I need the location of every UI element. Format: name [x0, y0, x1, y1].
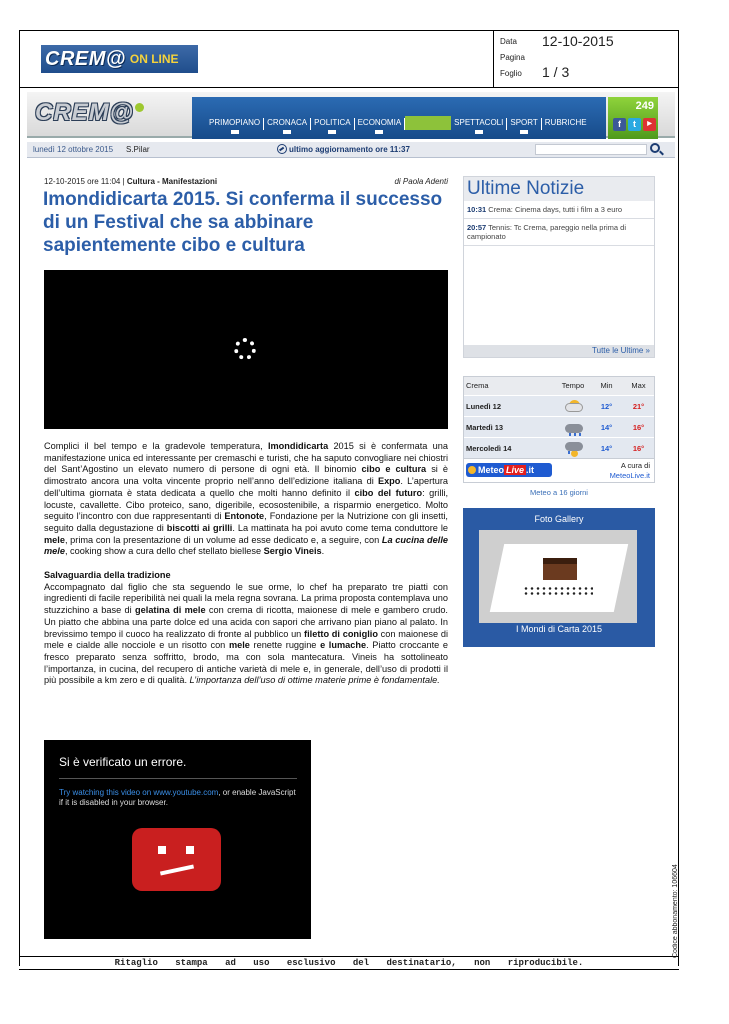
news-item[interactable]: 20:57 Tennis: Tc Crema, pareggio nella prima di campionato — [464, 219, 654, 246]
current-date: lunedì 12 ottobre 2015 — [33, 145, 114, 154]
gallery-title: Foto Gallery — [534, 514, 584, 524]
video-error-message: Si è verificato un errore. — [59, 755, 187, 769]
social-box — [608, 97, 658, 139]
youtube-link[interactable]: Try watching this video on www.youtube.com — [59, 788, 219, 797]
weather-header: Crema Tempo Min Max — [464, 377, 654, 395]
article-author: di Paola Adenti — [394, 177, 448, 186]
youtube-error-icon — [132, 828, 221, 891]
nav-tick — [231, 130, 239, 134]
weather-widget — [463, 376, 655, 483]
video-error-hint: Try watching this video on www.youtube.com, or enable JavaScript if it is disabled in your browser. — [59, 788, 296, 807]
facebook-icon[interactable]: f — [613, 118, 626, 131]
last-update: ultimo aggiornamento ore 11:37 — [277, 142, 410, 158]
nav-tick — [475, 130, 483, 134]
nav-item-spettacoli[interactable]: SPETTACOLI — [451, 118, 507, 130]
nav-tick — [283, 130, 291, 134]
sun-cloud-icon — [563, 398, 583, 414]
loading-spinner-icon — [234, 338, 256, 360]
site-logo-text: CREM@ — [35, 99, 135, 126]
gallery-caption: I Mondi di Carta 2015 — [515, 624, 603, 634]
meteolive-link[interactable]: MeteoLive.it — [609, 471, 650, 480]
weather-row: Mercoledì 14 14° 16° — [464, 437, 654, 458]
twitter-icon[interactable]: t — [628, 118, 641, 131]
article-title: Imondidicarta 2015. Si conferma il successo di un Festival che sa abbinare sapientemente cibo e cultura — [43, 189, 443, 256]
clock-icon — [277, 144, 287, 154]
nav-item-cronaca[interactable]: CRONACA — [264, 118, 311, 130]
latest-news-widget — [463, 176, 655, 358]
sun-icon — [468, 466, 476, 474]
nav-tick — [328, 130, 336, 134]
clipping-logo-sub: ON LINE — [129, 52, 179, 66]
logo-dot-icon — [135, 103, 144, 112]
weather-row: Martedì 13 14° 16° — [464, 416, 654, 437]
weather-footer — [464, 458, 654, 482]
nav-item-economia[interactable]: ECONOMIA — [355, 118, 406, 130]
rain-sun-icon — [563, 440, 583, 456]
clipping-footer: Ritaglio stampa ad uso esclusivo del destinatario, non riproducibile. — [19, 956, 679, 970]
article-paragraph-2: Accompagnato dal figlio che sta seguendo le sue orme, lo chef ha preparato tre piatti con ingredienti di facile reperibilità nei quali la mela regna sovrana. La prima proposta contemplava uno stuzzichino a base di gelatina di mele con crema di ricotta, maionese di mele e gambero crudo. Un piatto che abbina una parte dolce ed una acida con sapori che arrivano pian piano al palato. In brevissimo tempo il cuoco ha realizzato di fronte al pubblico un filetto di coniglio con maionese di mele e cialde alle nocciole e un risotto con mele renette ruggine e lumache. Piatto croccante e fresco preparato senza soffritto, brodo, ma con sola mantecatura. Vineis ha sottolineato l’importanza, in cucina, del recupero di antiche varietà di mele e, in generale, dell’uso di prodotti il più possibile a km zero e di qualità. L’importanza dell’uso di ottime materie prime è fondamentale. — [44, 581, 448, 686]
clipping-header — [19, 30, 679, 88]
nav-item-politica[interactable]: POLITICA — [311, 118, 354, 130]
meteolive-logo[interactable]: Meteo Live .it — [466, 463, 552, 477]
data-value: 12-10-2015 — [542, 33, 614, 49]
nav-tick — [375, 130, 383, 134]
clipping-logo — [41, 45, 198, 73]
search-icon[interactable] — [650, 143, 660, 153]
clipping-meta — [493, 31, 679, 87]
nav-item-sport[interactable]: SPORT — [507, 118, 541, 130]
main-nav — [192, 97, 606, 139]
article-body — [44, 441, 448, 687]
site-logo[interactable] — [35, 99, 144, 127]
nav-item-rubriche[interactable]: RUBRICHE — [544, 118, 587, 127]
youtube-icon[interactable]: ▶ — [643, 118, 656, 131]
article-subheading: Salvaguardia della tradizione — [44, 570, 171, 581]
weather-row: Lunedì 12 12° 21° — [464, 395, 654, 416]
pagina-label: Pagina — [500, 53, 525, 62]
news-item[interactable]: 10:31 Crema: Cinema days, tutti i film a 3 euro — [464, 201, 654, 219]
search-input[interactable] — [535, 144, 647, 155]
clipping-logo-main: CREM@ — [45, 47, 126, 70]
video-player-loading[interactable] — [44, 270, 448, 429]
rain-icon — [563, 419, 583, 435]
video-player-error[interactable] — [44, 740, 311, 939]
nav-item-primopiano[interactable]: PRIMOPIANO — [206, 118, 264, 130]
article-category[interactable]: Cultura - Manifestazioni — [126, 177, 218, 186]
foglio-value: 1 / 3 — [542, 64, 570, 80]
article-meta — [44, 177, 448, 186]
saint-of-day: S.Pilar — [126, 145, 150, 154]
photo-gallery[interactable] — [463, 508, 655, 647]
social-count: 249 — [635, 100, 654, 112]
article-paragraph-1: Complici il bel tempo e la gradevole temperatura, Imondidicarta 2015 si è confermata una manifestazione unica ed interessante per cremaschi e turisti, che ha saputo convogliare nei chiostri del Sant’Agostino un elevato numero di persone di ogni età. Il binomio cibo e cultura si è dimostrato ancora una volta vincente proprio nell’anno dell’edizione italiana di Expo. L’apertura dell’ultima giornata è stata dedicata a quello che molti hanno definito il cibo del futuro: grilli, locuste, cavallette. Cibo proteico, sano, digeribile, ecosostenibile, a risparmio energetico. Molto seguito l’incontro con due rappresentanti di Entonote, Fondazione per la Nutrizione con gli insetti, seguito dalla degustazione di biscotti ai grilli. La mattinata ha poi avuto come tema conduttore le mele, prima con la presentazione di un volume ad esse dedicato e, a seguire, con La cucina delle mele, cooking show a cura dello chef stellato biellese Sergio Vineis. — [44, 441, 449, 557]
divider — [59, 778, 297, 779]
all-news-link[interactable]: Tutte le Ultime » — [464, 345, 654, 357]
data-label: Data — [500, 37, 517, 46]
latest-news-title: Ultime Notizie — [464, 177, 654, 201]
subscription-code: Codice abbonamento: 106604 — [672, 864, 679, 958]
gallery-image[interactable] — [479, 530, 637, 623]
nav-tick — [520, 130, 528, 134]
nav-item-highlight[interactable] — [405, 116, 451, 130]
weather-credit: A cura di MeteoLive.it — [609, 461, 650, 480]
article-timestamp: 12-10-2015 ore 11:04 | — [44, 177, 127, 186]
meteo-16-days-link[interactable]: Meteo a 16 giorni — [530, 488, 588, 497]
foglio-label: Foglio — [500, 69, 522, 78]
